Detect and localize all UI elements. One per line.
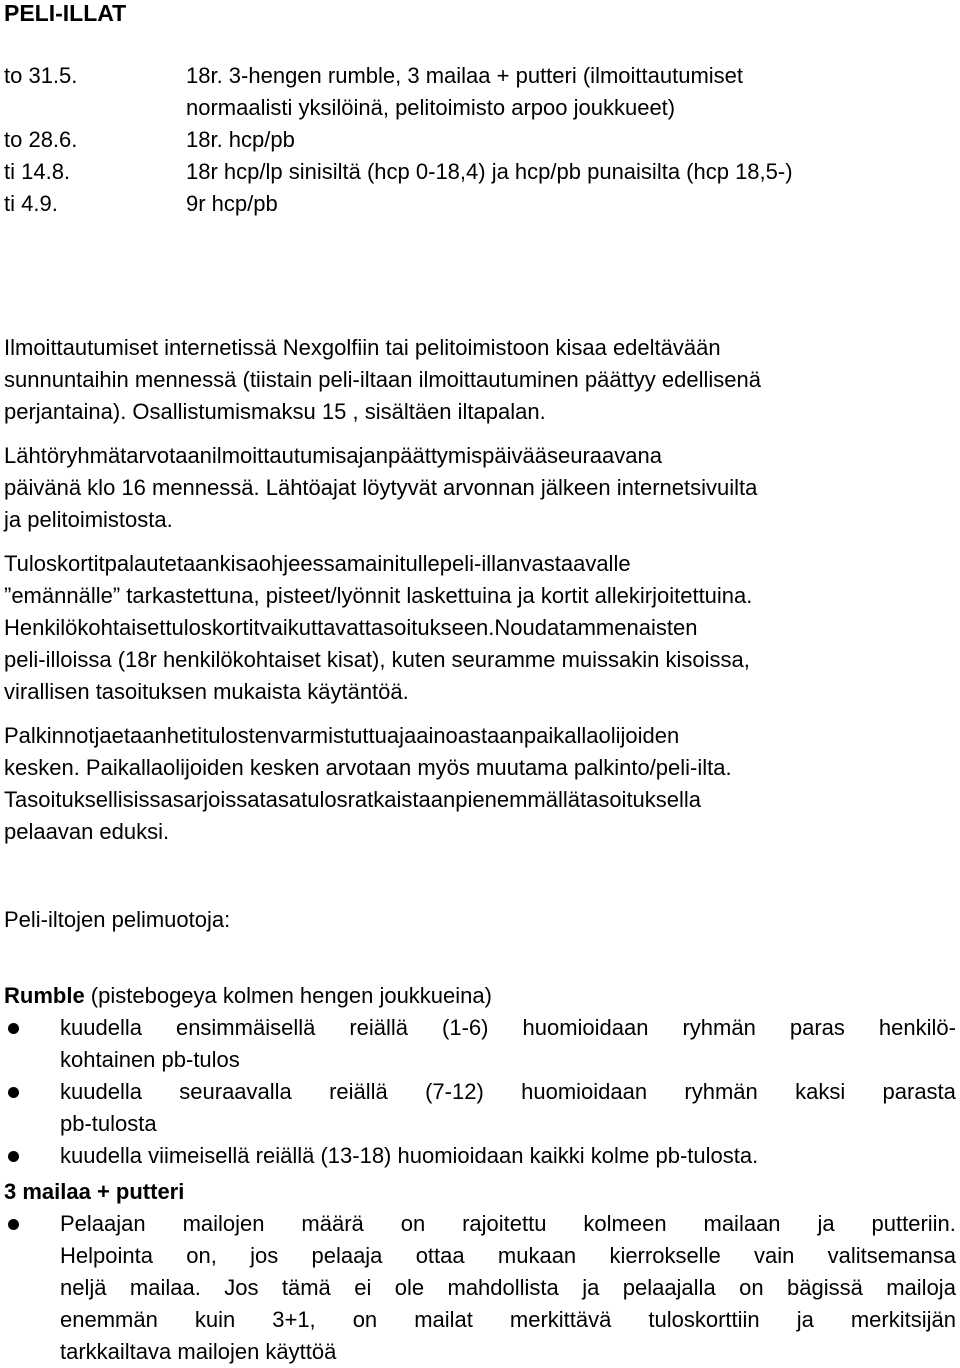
paragraph-line: sunnuntaihin mennessä (tiistain peli-iltaan ilmoittautuminen päättyy edellisenä	[4, 367, 761, 392]
paragraph-line	[4, 784, 956, 816]
bullet-icon	[8, 1219, 19, 1230]
schedule-row	[4, 156, 956, 188]
word: tämä	[281, 1275, 331, 1300]
paragraph-line: perjantaina). Osallistumismaksu 15 , sisältäen iltapalan.	[4, 399, 546, 424]
word: kuudella	[60, 1079, 142, 1104]
word: ja	[796, 1307, 814, 1332]
word: ja	[582, 1275, 600, 1300]
word: kuin	[194, 1307, 236, 1332]
word: ryhmän	[684, 1079, 758, 1104]
word: Jos	[224, 1275, 259, 1300]
paragraph-line	[4, 612, 956, 644]
schedule-date: ti 14.8.	[4, 159, 71, 184]
word: Tuloskortit	[4, 551, 105, 576]
schedule-date: to 31.5.	[4, 63, 78, 88]
schedule-description	[186, 60, 956, 124]
paragraph-line	[4, 440, 956, 472]
schedule-description: 18r. hcp/pb	[186, 127, 295, 152]
schedule-description: 18r hcp/lp sinisiltä (hcp 0-18,4) ja hcp/pb punaisilta (hcp 18,5-)	[186, 159, 793, 184]
schedule-row	[4, 124, 956, 156]
word: palautetaan	[104, 551, 220, 576]
prizes-paragraph	[4, 720, 956, 848]
word: peli-illan	[439, 551, 521, 576]
list-item-line	[60, 1272, 956, 1304]
word: paras	[789, 1015, 845, 1040]
word: mahdollista	[447, 1275, 559, 1300]
word: Henkilökohtaiset	[4, 615, 166, 640]
word: ensimmäisellä	[175, 1015, 316, 1040]
paragraph-line: ”emännälle” tarkastettuna, pisteet/lyönnit laskettuina ja kortit allekirjoitettuina.	[4, 583, 753, 608]
list-item	[4, 1012, 956, 1076]
word: huomioidaan	[521, 1079, 648, 1104]
word: valitsemansa	[827, 1243, 956, 1268]
schedule-row	[4, 60, 956, 124]
word: jos	[250, 1243, 279, 1268]
word: pelaajalla	[622, 1275, 716, 1300]
word: ei	[354, 1275, 372, 1300]
word: seuraavana	[546, 443, 662, 468]
word: sarjoissa	[172, 787, 260, 812]
scorecards-paragraph	[4, 548, 956, 708]
formats-heading: Peli-iltojen pelimuotoja:	[4, 907, 231, 932]
word: pelaaja	[311, 1243, 383, 1268]
word: naisten	[626, 615, 698, 640]
word: tuloskorttiin	[648, 1307, 760, 1332]
list-item-line	[60, 1240, 956, 1272]
word: Lähtöryhmät	[4, 443, 127, 468]
word: kisaohjeessa	[219, 551, 347, 576]
word: ratkaistaan	[347, 787, 456, 812]
word: ainoastaan	[416, 723, 524, 748]
word: neljä	[60, 1275, 107, 1300]
bullet-icon	[8, 1023, 19, 1034]
word: enemmän	[60, 1307, 158, 1332]
schedule-date: to 28.6.	[4, 127, 78, 152]
list-item	[4, 1140, 956, 1172]
list-item-line	[60, 1076, 956, 1108]
word: on	[400, 1211, 426, 1236]
schedule-description: 9r hcp/pb	[186, 191, 278, 216]
word: varmistuttua	[279, 723, 400, 748]
word: bägissä	[786, 1275, 863, 1300]
word: ottaa	[415, 1243, 465, 1268]
list-item-line: tarkkailtava mailojen käyttöä	[60, 1339, 337, 1364]
registration-paragraph	[4, 332, 956, 428]
word: Tasoituksellisissa	[4, 787, 173, 812]
word: putteriin.	[871, 1211, 956, 1236]
list-item	[4, 1076, 956, 1140]
word: Helpointa	[60, 1243, 153, 1268]
list-item-line: pb-tulosta	[60, 1111, 157, 1136]
word: jaetaan	[94, 723, 167, 748]
paragraph-line: päivänä klo 16 mennessä. Lähtöajat löytyvät arvonnan jälkeen internetsivuilta	[4, 475, 758, 500]
paragraph-line	[4, 720, 956, 752]
word: ole	[394, 1275, 425, 1300]
three-clubs-heading: 3 mailaa + putteri	[4, 1179, 185, 1204]
list-item-line: kuudella viimeisellä reiällä (13-18) huomioidaan kaikki kolme pb-tulosta.	[60, 1143, 759, 1168]
list-item-line: kohtainen pb-tulos	[60, 1047, 240, 1072]
word: mukaan	[497, 1243, 577, 1268]
list-item-line	[60, 1304, 956, 1336]
word: on	[739, 1275, 764, 1300]
paragraph-line: kesken. Paikallaolijoiden kesken arvotaan myös muutama palkinto/peli-ilta.	[4, 755, 732, 780]
word: kaksi	[795, 1079, 846, 1104]
word: vastaavalle	[520, 551, 631, 576]
word: seuraavalla	[179, 1079, 292, 1104]
schedule-date: ti 4.9.	[4, 191, 58, 216]
list-item-line	[60, 1012, 956, 1044]
word: ryhmän	[682, 1015, 756, 1040]
word: rajoitettu	[462, 1211, 547, 1236]
word: on	[352, 1307, 378, 1332]
word: tasoitukseen.	[364, 615, 495, 640]
bullet-icon	[8, 1151, 19, 1162]
three-clubs-list	[4, 1208, 956, 1368]
word: parasta	[882, 1079, 956, 1104]
word: mailaan	[703, 1211, 781, 1236]
word: tuloskortit	[165, 615, 260, 640]
word: vaikuttavat	[259, 615, 365, 640]
word: vain	[753, 1243, 795, 1268]
word: mailaa.	[129, 1275, 201, 1300]
word: kierrokselle	[609, 1243, 721, 1268]
schedule-row	[4, 188, 956, 220]
word: merkitsijän	[850, 1307, 956, 1332]
word: (7-12)	[425, 1079, 484, 1104]
rumble-list	[4, 1012, 956, 1172]
word: tulosten	[202, 723, 280, 748]
schedule-description-line: normaalisti yksilöinä, pelitoimisto arpoo joukkueet)	[186, 95, 676, 120]
word: kuudella	[60, 1015, 142, 1040]
word: huomioidaan	[522, 1015, 649, 1040]
word: ja	[817, 1211, 835, 1236]
list-item-line	[60, 1208, 956, 1240]
word: arvotaan	[126, 443, 212, 468]
paragraph-line: Ilmoittautumiset internetissä Nexgolfiin tai pelitoimistoon kisaa edeltävään	[4, 335, 721, 360]
word: tasatulos	[259, 787, 348, 812]
word: päättymispäivää	[388, 443, 547, 468]
word: reiällä	[329, 1079, 388, 1104]
word: 3+1,	[272, 1307, 316, 1332]
word: määrä	[301, 1211, 364, 1236]
word: ilmoittautumisajan	[211, 443, 388, 468]
word: mailojen	[182, 1211, 265, 1236]
page-title: PELI-ILLAT	[4, 0, 127, 26]
schedule	[4, 60, 956, 220]
word: ja	[399, 723, 417, 748]
word: Noudatamme	[494, 615, 627, 640]
word: mailoja	[886, 1275, 956, 1300]
paragraph-line	[4, 548, 956, 580]
word: on,	[186, 1243, 217, 1268]
word: tasoituksella	[579, 787, 702, 812]
word: paikallaolijoiden	[523, 723, 680, 748]
word: (1-6)	[442, 1015, 489, 1040]
bullet-icon	[8, 1087, 19, 1098]
rumble-heading	[4, 980, 492, 1012]
word: mailat	[414, 1307, 473, 1332]
rumble-title: Rumble	[4, 983, 85, 1008]
word: merkittävä	[509, 1307, 612, 1332]
list-item	[4, 1208, 956, 1368]
paragraph-line: pelaavan eduksi.	[4, 819, 170, 844]
word: heti	[166, 723, 203, 748]
rumble-subtitle: (pistebogeya kolmen hengen joukkueina)	[84, 983, 492, 1008]
paragraph-line: virallisen tasoituksen mukaista käytäntöä.	[4, 679, 409, 704]
word: Palkinnot	[4, 723, 95, 748]
word: reiällä	[349, 1015, 409, 1040]
word: mainitulle	[346, 551, 440, 576]
paragraph-line: peli-illoissa (18r henkilökohtaiset kisat), kuten seuramme muissakin kisoissa,	[4, 647, 750, 672]
schedule-description-line: 18r. 3-hengen rumble, 3 mailaa + putteri (ilmoittautumiset	[186, 63, 744, 88]
word: pienemmällä	[455, 787, 580, 812]
paragraph-line: ja pelitoimistosta.	[4, 507, 173, 532]
word: Pelaajan	[60, 1211, 146, 1236]
start-groups-paragraph	[4, 440, 956, 536]
word: kolmeen	[583, 1211, 667, 1236]
word: henkilö-	[878, 1015, 956, 1040]
